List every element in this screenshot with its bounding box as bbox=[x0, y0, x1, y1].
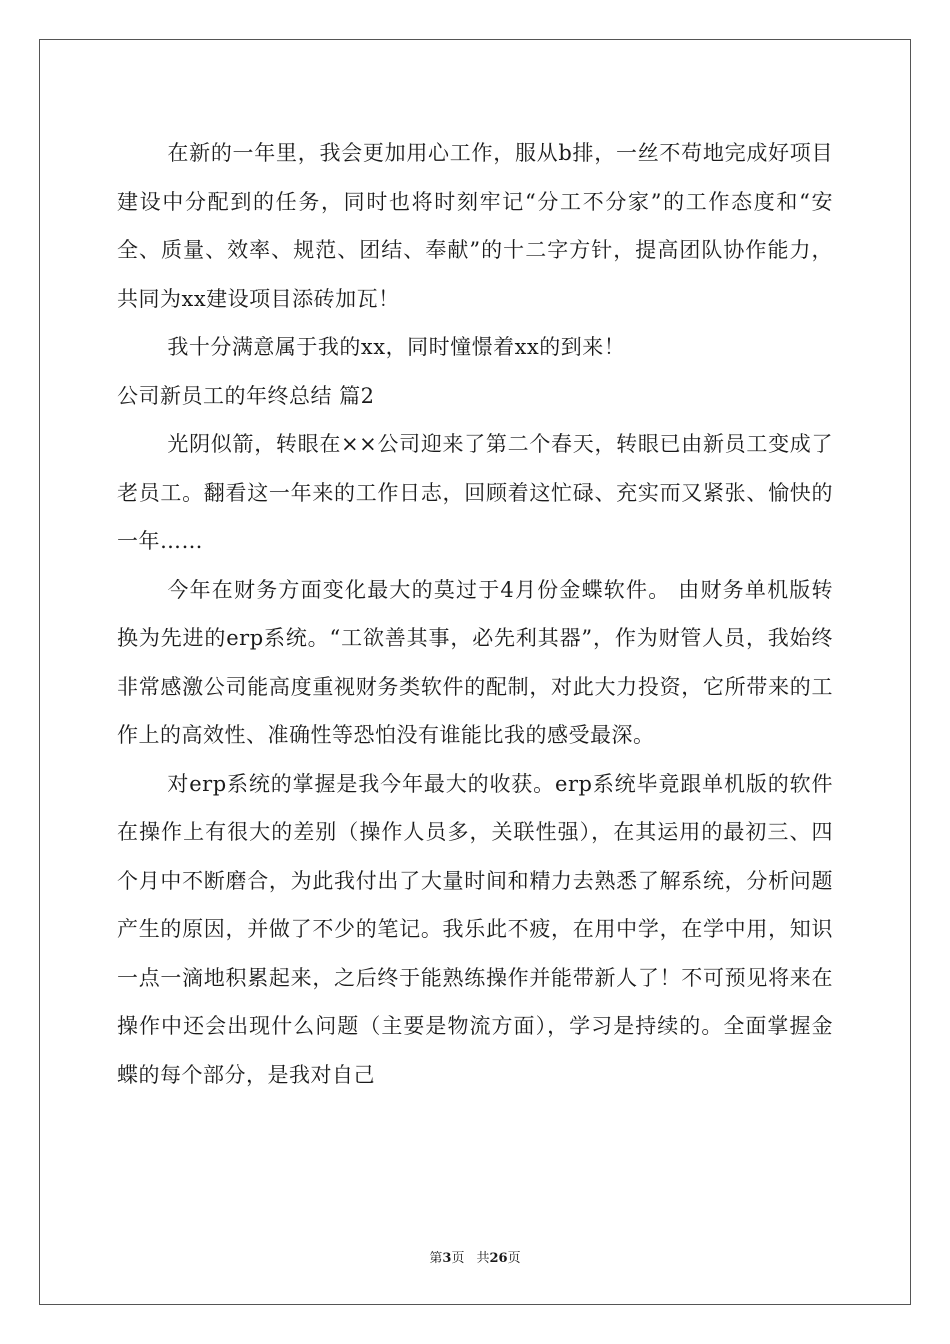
page-footer bbox=[0, 1247, 950, 1266]
footer-total-suffix: 页 bbox=[507, 1251, 521, 1266]
paragraph-4: 今年在财务方面变化最大的莫过于4月份金蝶软件。 由财务单机版转换为先进的erp系统。“工欲善其事，必先利其器”，作为财管人员，我始终非常感激公司能高度重视财务类软件的配制，对此大力投资，它所带来的工作上的高效性、准确性等恐怕没有谁能比我的感受最深。 bbox=[117, 577, 833, 747]
paragraph-2: 我十分满意属于我的xx，同时憧憬着xx的到来！ bbox=[167, 335, 626, 359]
section-title: 公司新员工的年终总结 篇2 bbox=[117, 383, 375, 408]
document-body bbox=[117, 129, 833, 1099]
footer-page-suffix: 页 bbox=[451, 1251, 465, 1266]
footer-total-prefix: 共 bbox=[476, 1251, 490, 1266]
paragraph-5: 对erp系统的掌握是我今年最大的收获。erp系统毕竟跟单机版的软件在操作上有很大的差别（操作人员多，关联性强），在其运用的最初三、四个月中不断磨合，为此我付出了大量时间和精力去熟悉了解系统，分析问题产生的原因，并做了不少的笔记。我乐此不疲，在用中学，在学中用，知识一点一滴地积累起来，之后终于能熟练操作并能带新人了！不可预见将来在操作中还会出现什么问题（主要是物流方面），学习是持续的。全面掌握金蝶的每个部分，是我对自己 bbox=[117, 771, 833, 1087]
footer-page-number: 3 bbox=[442, 1251, 452, 1266]
paragraph-3: 光阴似箭，转眼在××公司迎来了第二个春天，转眼已由新员工变成了老员工。翻看这一年来的工作日志，回顾着这忙碌、充实而又紧张、愉快的一年…… bbox=[117, 432, 833, 553]
footer-page-prefix: 第 bbox=[429, 1251, 443, 1266]
footer-total-pages: 26 bbox=[489, 1251, 508, 1266]
paragraph-1: 在新的一年里，我会更加用心工作，服从b排，一丝不苟地完成好项目建设中分配到的任务，同时也将时刻牢记“分工不分家”的工作态度和“安全、质量、效率、规范、团结、奉献”的十二字方针，提高团队协作能力，共同为xx建设项目添砖加瓦！ bbox=[117, 141, 833, 311]
